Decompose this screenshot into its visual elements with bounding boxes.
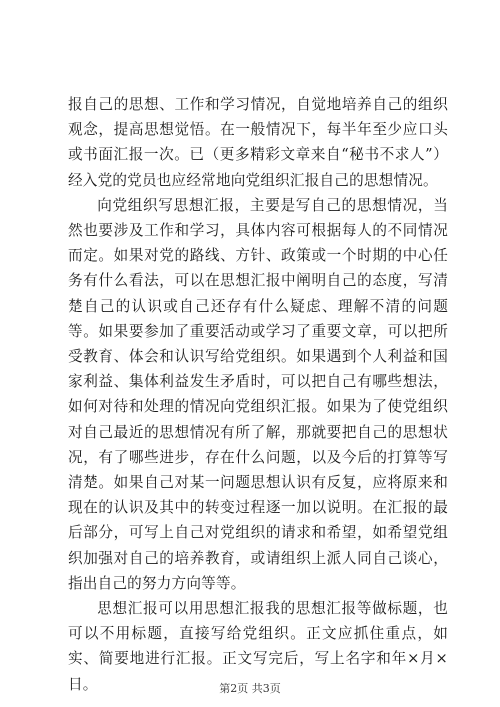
- paragraph-report-content: 向党组织写思想汇报，主要是写自己的思想情况，当然也要涉及工作和学习，具体内容可根据每人的不同情况而定。如果对党的路线、方针、政策或一个时期的中心任务有什么看法，可以在思想汇报中阐明自己的态度，写清楚自己的认识或自己还存有什么疑虑、理解不清的问题等。如果要参加了重要活动或学习了重要文章，可以把所受教育、体会和认识写给党组织。如果遇到个人利益和国家利益、集体利益发生矛盾时，可以把自己有哪些想法，如何对待和处理的情况向党组织汇报。如果为了使党组织对自己最近的思想情况有所了解，那就要把自己的思想状况，有了哪些进步，存在什么问题，以及今后的打算等写清楚。如果自己对某一问题思想认识有反复，应将原来和现在的认识及其中的转变过程逐一加以说明。在汇报的最后部分，可写上自己对党组织的请求和希望，如希望党组织加强对自己的培养教育，或请组织上派人同自己谈心，指出自己的努力方向等等。: [68, 196, 448, 592]
- paragraph-continued: 报自己的思想、工作和学习情况，自觉地培养自己的组织观念，提高思想觉悟。在一般情况下，每半年至少应口头或书面汇报一次。已（更多精彩文章来自“秘书不求人”）经入党的党员也应经常地向党组织汇报自己的思想情况。: [68, 96, 448, 189]
- paragraph-report-format: 思想汇报可以用思想汇报我的思想汇报等做标题，也可以不用标题，直接写给党组织。正文应抓住重点，如实、简要地进行汇报。正文写完后，写上名字和年×月×日。: [68, 600, 448, 693]
- document-body: [68, 92, 448, 697]
- page-number-footer: 第2页 共3页: [219, 682, 281, 695]
